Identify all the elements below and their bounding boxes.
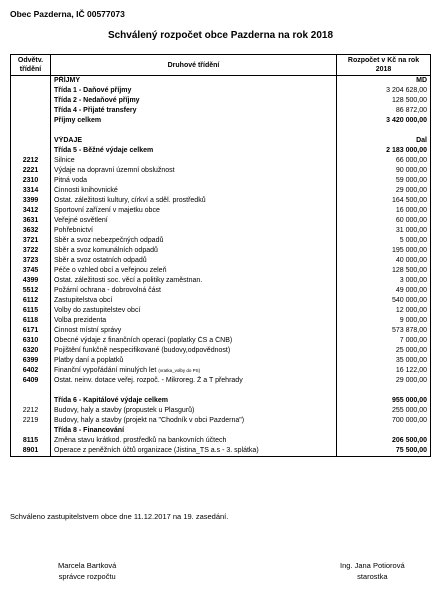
row-name-text: Pojištění funkčně nespecifikované (budovy,odpovědnost) — [54, 347, 231, 354]
row-name-text: Třída 5 - Běžné výdaje celkem — [54, 147, 154, 154]
row-name — [51, 446, 337, 457]
row-name — [51, 176, 337, 186]
table-row — [11, 76, 431, 87]
row-amount: 700 000,00 — [337, 416, 431, 426]
row-amount: 206 500,00 — [337, 436, 431, 446]
row-name-text: Finanční vypořádání minulých let — [54, 367, 157, 374]
row-amount: Dal — [337, 136, 431, 146]
row-name — [51, 426, 337, 436]
row-code: 4399 — [11, 276, 51, 286]
table-row — [11, 206, 431, 216]
table-row — [11, 346, 431, 356]
row-amount: 59 000,00 — [337, 176, 431, 186]
row-name-text: Ostat. záležitosti kultury, církví a sděl. prostředků — [54, 197, 206, 204]
row-name-text: Sportovní zařízení v majetku obce — [54, 207, 160, 214]
row-name — [51, 146, 337, 156]
col-header-sector: Odvětv. třídění — [11, 55, 51, 76]
row-amount: 40 000,00 — [337, 256, 431, 266]
table-row — [11, 236, 431, 246]
row-amount: 195 000,00 — [337, 246, 431, 256]
table-row — [11, 376, 431, 386]
row-name — [51, 286, 337, 296]
row-name-text: Výdaje na dopravní územní obslužnost — [54, 167, 175, 174]
table-row — [11, 426, 431, 436]
row-amount: 16 000,00 — [337, 206, 431, 216]
row-name-text: Volby do zastupitelstev obcí — [54, 307, 141, 314]
row-name-text: Zastupitelstva obcí — [54, 297, 113, 304]
row-name-text: Operace z peněžních účtů organizace (Jistina_TS a.s - 3. splátka) — [54, 447, 259, 454]
row-name-text: Budovy, haly a stavby (propustek u Plasgurů) — [54, 407, 195, 414]
row-name — [51, 396, 337, 406]
row-amount: 75 500,00 — [337, 446, 431, 457]
row-name — [51, 196, 337, 206]
row-name — [51, 166, 337, 176]
row-name-text: Péče o vzhled obcí a veřejnou zeleň — [54, 267, 167, 274]
row-name — [51, 306, 337, 316]
table-row — [11, 256, 431, 266]
row-name-text: Změna stavu krátkod. prostředků na bankovních účtech — [54, 437, 227, 444]
row-amount — [337, 386, 431, 396]
row-name-text: Sběr a svoz ostatních odpadů — [54, 257, 147, 264]
table-row — [11, 326, 431, 336]
row-code — [11, 86, 51, 96]
row-name — [51, 366, 337, 376]
table-row — [11, 196, 431, 206]
table-row — [11, 96, 431, 106]
row-name-text: Třída 6 - Kapitálové výdaje celkem — [54, 397, 168, 404]
table-row — [11, 146, 431, 156]
row-amount: 540 000,00 — [337, 296, 431, 306]
row-name-text: Ostat. neinv. dotace veřej. rozpoč. - Mikroreg. Ž a T přehrady — [54, 377, 243, 384]
row-name — [51, 206, 337, 216]
row-code: 8115 — [11, 436, 51, 446]
row-code: 3412 — [11, 206, 51, 216]
table-row — [11, 226, 431, 236]
row-name — [51, 226, 337, 236]
row-amount — [337, 126, 431, 136]
row-name — [51, 116, 337, 126]
table-row — [11, 106, 431, 116]
row-amount — [337, 426, 431, 436]
row-name — [51, 186, 337, 196]
row-code: 8901 — [11, 446, 51, 457]
row-code: 2219 — [11, 416, 51, 426]
row-name-text: Třída 8 - Financování — [54, 427, 125, 434]
row-amount: 3 204 628,00 — [337, 86, 431, 96]
row-code: 2212 — [11, 156, 51, 166]
signature-name: Marcela Bartková — [58, 561, 117, 570]
row-code — [11, 96, 51, 106]
row-code: 6320 — [11, 346, 51, 356]
row-amount: 60 000,00 — [337, 216, 431, 226]
row-amount: 86 872,00 — [337, 106, 431, 116]
table-row — [11, 366, 431, 376]
row-name — [51, 96, 337, 106]
row-name-text: Třída 2 - Nedaňové příjmy — [54, 97, 140, 104]
table-row — [11, 276, 431, 286]
row-code — [11, 126, 51, 136]
row-amount: 31 000,00 — [337, 226, 431, 236]
row-name-text: VÝDAJE — [54, 137, 83, 144]
row-amount: 2 183 000,00 — [337, 146, 431, 156]
row-amount: 3 420 000,00 — [337, 116, 431, 126]
row-name-text: PŘÍJMY — [54, 77, 81, 84]
row-name-text: Obecné výdaje z finančních operací (poplatky ČS a ČNB) — [54, 337, 233, 344]
row-amount: 90 000,00 — [337, 166, 431, 176]
row-amount: 7 000,00 — [337, 336, 431, 346]
row-name-text: Činnosti knihovnické — [54, 187, 118, 194]
budget-table — [10, 54, 431, 457]
row-amount: 35 000,00 — [337, 356, 431, 366]
row-amount: 128 500,00 — [337, 266, 431, 276]
row-name-text: Veřejné osvětlení — [54, 217, 108, 224]
row-code: 5512 — [11, 286, 51, 296]
row-name-text: Pohřebnictví — [54, 227, 93, 234]
row-amount: 25 000,00 — [337, 346, 431, 356]
document-title: Schválený rozpočet obce Pazderna na rok 2018 — [107, 30, 334, 41]
table-row — [11, 406, 431, 416]
row-name-text: Příjmy celkem — [54, 117, 102, 124]
table-row — [11, 166, 431, 176]
row-name — [51, 246, 337, 256]
row-amount: 164 500,00 — [337, 196, 431, 206]
row-code: 3314 — [11, 186, 51, 196]
row-code — [11, 396, 51, 406]
row-name — [51, 316, 337, 326]
row-code: 2310 — [11, 176, 51, 186]
row-code: 3723 — [11, 256, 51, 266]
row-code: 6399 — [11, 356, 51, 366]
row-name — [51, 416, 337, 426]
table-row — [11, 136, 431, 146]
row-name — [51, 436, 337, 446]
row-name — [51, 346, 337, 356]
row-code — [11, 426, 51, 436]
signature-role: správce rozpočtu — [58, 572, 116, 581]
signature-name: Ing. Jana Potiorová — [340, 561, 405, 570]
row-code — [11, 116, 51, 126]
row-code: 6112 — [11, 296, 51, 306]
col-header-budget: Rozpočet v Kč na rok 2018 — [337, 55, 431, 76]
budget-rows — [11, 76, 431, 457]
row-code — [11, 106, 51, 116]
blank-row — [11, 126, 431, 136]
row-code — [11, 386, 51, 396]
approval-note: Schváleno zastupitelstvem obce dne 11.12.2017 na 19. zasedání. — [10, 512, 229, 521]
table-row — [11, 356, 431, 366]
row-name — [51, 406, 337, 416]
table-row — [11, 296, 431, 306]
table-row — [11, 436, 431, 446]
row-amount: 255 000,00 — [337, 406, 431, 416]
row-code: 2212 — [11, 406, 51, 416]
row-name — [51, 156, 337, 166]
row-code: 6310 — [11, 336, 51, 346]
row-amount: 3 000,00 — [337, 276, 431, 286]
table-row — [11, 266, 431, 276]
row-code — [11, 76, 51, 87]
row-name — [51, 266, 337, 276]
row-name-text: Požární ochrana - dobrovolná část — [54, 287, 162, 294]
row-amount: 573 878,00 — [337, 326, 431, 336]
table-row — [11, 446, 431, 457]
row-name — [51, 216, 337, 226]
table-row — [11, 156, 431, 166]
row-name-text: Třída 1 - Daňové příjmy — [54, 87, 132, 94]
row-name — [51, 376, 337, 386]
table-row — [11, 316, 431, 326]
col-header-type: Druhové třídění — [51, 55, 337, 76]
row-name — [51, 386, 337, 396]
row-code — [11, 146, 51, 156]
blank-row — [11, 386, 431, 396]
row-name — [51, 126, 337, 136]
row-name-text: Platby daní a poplatků — [54, 357, 124, 364]
row-code: 3722 — [11, 246, 51, 256]
row-amount: 29 000,00 — [337, 186, 431, 196]
row-name — [51, 326, 337, 336]
row-name-text: Sběr a svoz nebezpečných odpadů — [54, 237, 164, 244]
row-name — [51, 76, 337, 87]
row-code: 6115 — [11, 306, 51, 316]
row-amount: MD — [337, 76, 431, 87]
row-code: 3745 — [11, 266, 51, 276]
row-amount: 5 000,00 — [337, 236, 431, 246]
row-code: 3399 — [11, 196, 51, 206]
row-amount: 49 000,00 — [337, 286, 431, 296]
row-name-text: Pitná voda — [54, 177, 88, 184]
row-name — [51, 336, 337, 346]
table-row — [11, 416, 431, 426]
table-row — [11, 396, 431, 406]
table-row — [11, 246, 431, 256]
table-row — [11, 216, 431, 226]
row-name-text: Budovy, haly a stavby (projekt na "Chodník v obci Pazderna") — [54, 417, 245, 424]
row-name-text: Sběr a svoz komunálních odpadů — [54, 247, 158, 254]
row-code: 6171 — [11, 326, 51, 336]
row-name — [51, 236, 337, 246]
row-code: 3632 — [11, 226, 51, 236]
row-amount: 16 122,00 — [337, 366, 431, 376]
table-row — [11, 176, 431, 186]
table-row — [11, 336, 431, 346]
row-code: 6118 — [11, 316, 51, 326]
row-amount: 12 000,00 — [337, 306, 431, 316]
table-row — [11, 186, 431, 196]
row-note: (vratka_volby do PS) — [158, 368, 201, 373]
row-code: 3721 — [11, 236, 51, 246]
signature-budget-manager — [58, 560, 116, 582]
row-amount: 9 000,00 — [337, 316, 431, 326]
row-name — [51, 356, 337, 366]
row-name-text: Ostat. záležitosti soc. věcí a politiky zaměstnan. — [54, 277, 203, 284]
row-name — [51, 256, 337, 266]
row-amount: 66 000,00 — [337, 156, 431, 166]
row-name-text: Volba prezidenta — [54, 317, 107, 324]
row-amount: 128 500,00 — [337, 96, 431, 106]
row-code: 3631 — [11, 216, 51, 226]
row-amount: 955 000,00 — [337, 396, 431, 406]
row-name — [51, 86, 337, 96]
row-name — [51, 106, 337, 116]
row-name — [51, 136, 337, 146]
organization-header: Obec Pazderna, IČ 00577073 — [10, 9, 125, 19]
table-row — [11, 306, 431, 316]
row-code: 6409 — [11, 376, 51, 386]
row-code: 2221 — [11, 166, 51, 176]
table-header-row — [11, 55, 431, 76]
row-code — [11, 136, 51, 146]
row-name — [51, 296, 337, 306]
signature-mayor — [340, 560, 405, 582]
signature-role: starostka — [357, 572, 388, 581]
row-name-text: Silnice — [54, 157, 75, 164]
row-amount: 29 000,00 — [337, 376, 431, 386]
table-row — [11, 86, 431, 96]
row-name-text: Třída 4 - Přijaté transfery — [54, 107, 137, 114]
table-row — [11, 116, 431, 126]
table-row — [11, 286, 431, 296]
row-name-text: Činnost místní správy — [54, 327, 122, 334]
row-name — [51, 276, 337, 286]
row-code: 6402 — [11, 366, 51, 376]
